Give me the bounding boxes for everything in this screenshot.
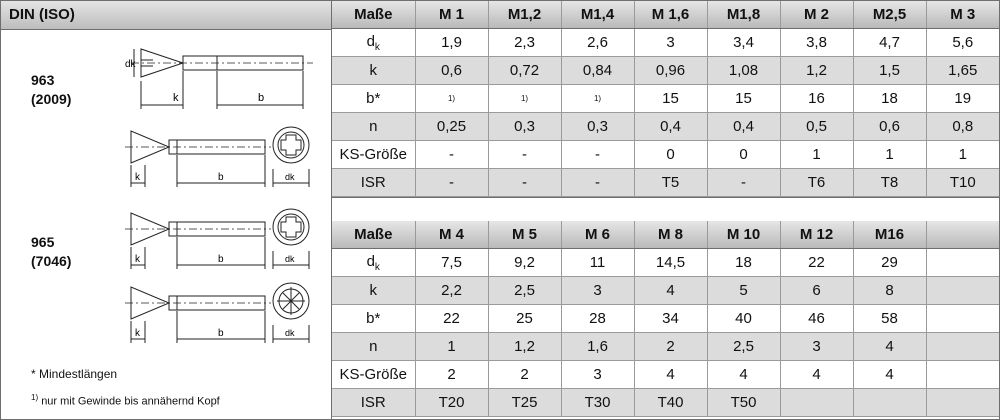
row-label-text: KS-Größe <box>339 366 407 383</box>
table-cell: 14,5 <box>634 249 707 277</box>
table-row <box>332 389 999 417</box>
table-cell: 0 <box>707 141 780 169</box>
table-cell: - <box>707 169 780 197</box>
row-label-text: n <box>369 338 378 355</box>
dimension-table-large <box>332 221 999 417</box>
row-label-text: b* <box>366 310 381 327</box>
column-header-size: M 3 <box>926 1 999 29</box>
table-cell: 4 <box>634 277 707 305</box>
row-label <box>332 85 415 113</box>
table-cell: 1,9 <box>415 29 488 57</box>
column-header-size: M 6 <box>561 221 634 249</box>
table-row <box>332 57 999 85</box>
table-cell: 29 <box>853 249 926 277</box>
row-label-text: k <box>369 282 377 299</box>
table-cell: 1 <box>780 141 853 169</box>
table-cell: 1 <box>853 141 926 169</box>
column-header-size: M16 <box>853 221 926 249</box>
table-cell: 2,5 <box>488 277 561 305</box>
table-cell: 58 <box>853 305 926 333</box>
left-panel <box>1 1 332 419</box>
table-cell: 3 <box>780 333 853 361</box>
table-row <box>332 361 999 389</box>
table-cell: 5,6 <box>926 29 999 57</box>
table-cell <box>926 305 999 333</box>
table-row <box>332 249 999 277</box>
row-label <box>332 389 415 417</box>
table-cell: - <box>488 141 561 169</box>
row-label <box>332 57 415 85</box>
table-cell: 2 <box>488 361 561 389</box>
table-row <box>332 169 999 197</box>
column-header-size: M 1,6 <box>634 1 707 29</box>
row-label-text: b* <box>366 90 381 107</box>
table-cell: 0,8 <box>926 113 999 141</box>
row-label <box>332 29 415 57</box>
table-cell: 15 <box>634 85 707 113</box>
column-header-size <box>926 221 999 249</box>
table-cell: 4 <box>707 361 780 389</box>
column-header-size: M 12 <box>780 221 853 249</box>
table-cell: 1 <box>415 333 488 361</box>
table-cell: 2 <box>415 361 488 389</box>
table-cell: 5 <box>707 277 780 305</box>
table-separator <box>332 197 999 222</box>
table-cell: 22 <box>780 249 853 277</box>
table-cell: 1,65 <box>926 57 999 85</box>
column-header-size: M2,5 <box>853 1 926 29</box>
dk-label: dk <box>285 254 295 264</box>
column-header-size: M 5 <box>488 221 561 249</box>
row-label-text: d <box>366 252 375 270</box>
table-cell: 0,4 <box>634 113 707 141</box>
table-cell: 4,7 <box>853 29 926 57</box>
table-cell: 0,84 <box>561 57 634 85</box>
column-header-size: M1,4 <box>561 1 634 29</box>
table-cell: 0,3 <box>561 113 634 141</box>
column-header-size: M 1 <box>415 1 488 29</box>
column-header-size: M1,2 <box>488 1 561 29</box>
cross-recess-screw-drawing-2 <box>121 207 326 273</box>
k-label: k <box>135 254 140 265</box>
table-cell: 22 <box>415 305 488 333</box>
row-label <box>332 249 415 277</box>
table-cell: 2,3 <box>488 29 561 57</box>
table-cell: T25 <box>488 389 561 417</box>
row-label-text: n <box>369 118 378 135</box>
table-cell: - <box>415 169 488 197</box>
standard-965-number: 965 <box>31 234 55 250</box>
row-label-subscript: k <box>374 261 380 273</box>
table-cell: 0,6 <box>415 57 488 85</box>
table-row <box>332 113 999 141</box>
table-cell: 3 <box>561 277 634 305</box>
cross-recess-screw-drawing-1 <box>121 125 326 191</box>
table-cell: 1) <box>415 85 488 113</box>
footnote <box>31 393 220 408</box>
table-cell: T10 <box>926 169 999 197</box>
row-label <box>332 113 415 141</box>
table-cell: 4 <box>853 333 926 361</box>
table-cell: 1 <box>926 141 999 169</box>
table-cell: T20 <box>415 389 488 417</box>
table-cell: 2 <box>634 333 707 361</box>
table-cell: T50 <box>707 389 780 417</box>
table-cell: 9,2 <box>488 249 561 277</box>
table-cell: 18 <box>707 249 780 277</box>
standard-963-number: 963 <box>31 72 55 88</box>
table-cell: 1,08 <box>707 57 780 85</box>
table-cell: 1,2 <box>780 57 853 85</box>
table-cell: 28 <box>561 305 634 333</box>
table-cell <box>780 389 853 417</box>
table-row <box>332 85 999 113</box>
table-cell: 0,25 <box>415 113 488 141</box>
row-label-text: ISR <box>360 174 386 191</box>
dk-label: dk <box>285 328 295 338</box>
table-cell <box>926 333 999 361</box>
table-cell: 2,6 <box>561 29 634 57</box>
standard-963-year: (2009) <box>31 91 72 107</box>
table-row <box>332 141 999 169</box>
column-header-masse: Maße <box>332 221 415 249</box>
table-cell: 11 <box>561 249 634 277</box>
table-cell: 8 <box>853 277 926 305</box>
column-header-size: M 10 <box>707 221 780 249</box>
standard-963 <box>31 71 71 109</box>
row-label <box>332 305 415 333</box>
dk-label: dk <box>125 59 136 70</box>
table-cell: - <box>561 141 634 169</box>
table-cell: - <box>488 169 561 197</box>
table-cell: 0,6 <box>853 113 926 141</box>
din-header: DIN (ISO) <box>1 1 331 30</box>
table-cell: 4 <box>634 361 707 389</box>
column-header-size: M 4 <box>415 221 488 249</box>
column-header-size: M 8 <box>634 221 707 249</box>
row-label-text: KS-Größe <box>339 146 407 163</box>
table-cell: 25 <box>488 305 561 333</box>
column-header-size: M 2 <box>780 1 853 29</box>
b-label: b <box>218 254 224 265</box>
table-cell: T5 <box>634 169 707 197</box>
table-cell: 1) <box>561 85 634 113</box>
table-cell: 0,3 <box>488 113 561 141</box>
table-cell: 0,4 <box>707 113 780 141</box>
cross-recess-screw-drawing-3 <box>121 281 326 347</box>
row-label-subscript: k <box>374 41 380 53</box>
footnote-text: nur mit Gewinde bis annähernd Kopf <box>41 395 220 408</box>
dimension-table-small <box>332 1 999 197</box>
table-row <box>332 29 999 57</box>
table-cell: 4 <box>780 361 853 389</box>
row-label-text: ISR <box>360 394 386 411</box>
table-cell: 3 <box>561 361 634 389</box>
table-row <box>332 277 999 305</box>
table-cell <box>926 277 999 305</box>
table-cell: 34 <box>634 305 707 333</box>
table-cell: 6 <box>780 277 853 305</box>
table-cell: 3,8 <box>780 29 853 57</box>
table-cell: 15 <box>707 85 780 113</box>
table-cell: 1) <box>488 85 561 113</box>
table-cell: 7,5 <box>415 249 488 277</box>
mindestlaengen-note: * Mindestlängen <box>31 367 118 381</box>
table-cell: 0,96 <box>634 57 707 85</box>
table-cell: 1,5 <box>853 57 926 85</box>
table-cell: 1,6 <box>561 333 634 361</box>
table-cell <box>853 389 926 417</box>
table-cell: 19 <box>926 85 999 113</box>
table-row <box>332 333 999 361</box>
table-cell: T30 <box>561 389 634 417</box>
row-label <box>332 333 415 361</box>
row-label <box>332 169 415 197</box>
table-cell: 0,5 <box>780 113 853 141</box>
table-cell: - <box>415 141 488 169</box>
b-label: b <box>218 172 224 183</box>
slotted-countersunk-screw-drawing <box>121 39 321 119</box>
b-label: b <box>218 328 224 339</box>
table-cell: - <box>561 169 634 197</box>
table-cell <box>926 389 999 417</box>
table-cell: 0,72 <box>488 57 561 85</box>
k-label: k <box>135 328 140 339</box>
row-label <box>332 361 415 389</box>
row-label <box>332 141 415 169</box>
b-label: b <box>258 92 265 104</box>
table-cell: 4 <box>853 361 926 389</box>
table-cell: 2,5 <box>707 333 780 361</box>
table-cell: 46 <box>780 305 853 333</box>
row-label <box>332 277 415 305</box>
table-cell: T40 <box>634 389 707 417</box>
row-label-text: d <box>366 32 375 50</box>
row-label-text: k <box>369 62 377 79</box>
column-header-size: M1,8 <box>707 1 780 29</box>
table-cell <box>926 361 999 389</box>
table-cell: 3,4 <box>707 29 780 57</box>
standard-965-year: (7046) <box>31 253 72 269</box>
column-header-masse: Maße <box>332 1 415 29</box>
k-label: k <box>135 172 140 183</box>
table-cell: 0 <box>634 141 707 169</box>
table-cell <box>926 249 999 277</box>
dk-label: dk <box>285 172 295 182</box>
table-cell: 16 <box>780 85 853 113</box>
k-label: k <box>173 92 179 104</box>
standard-965 <box>31 233 71 271</box>
table-cell: 2,2 <box>415 277 488 305</box>
table-cell: 1,2 <box>488 333 561 361</box>
table-cell: 18 <box>853 85 926 113</box>
table-cell: 40 <box>707 305 780 333</box>
footnote-mark: 1) <box>31 393 39 402</box>
table-row <box>332 305 999 333</box>
table-cell: T6 <box>780 169 853 197</box>
table-cell: T8 <box>853 169 926 197</box>
table-cell: 3 <box>634 29 707 57</box>
